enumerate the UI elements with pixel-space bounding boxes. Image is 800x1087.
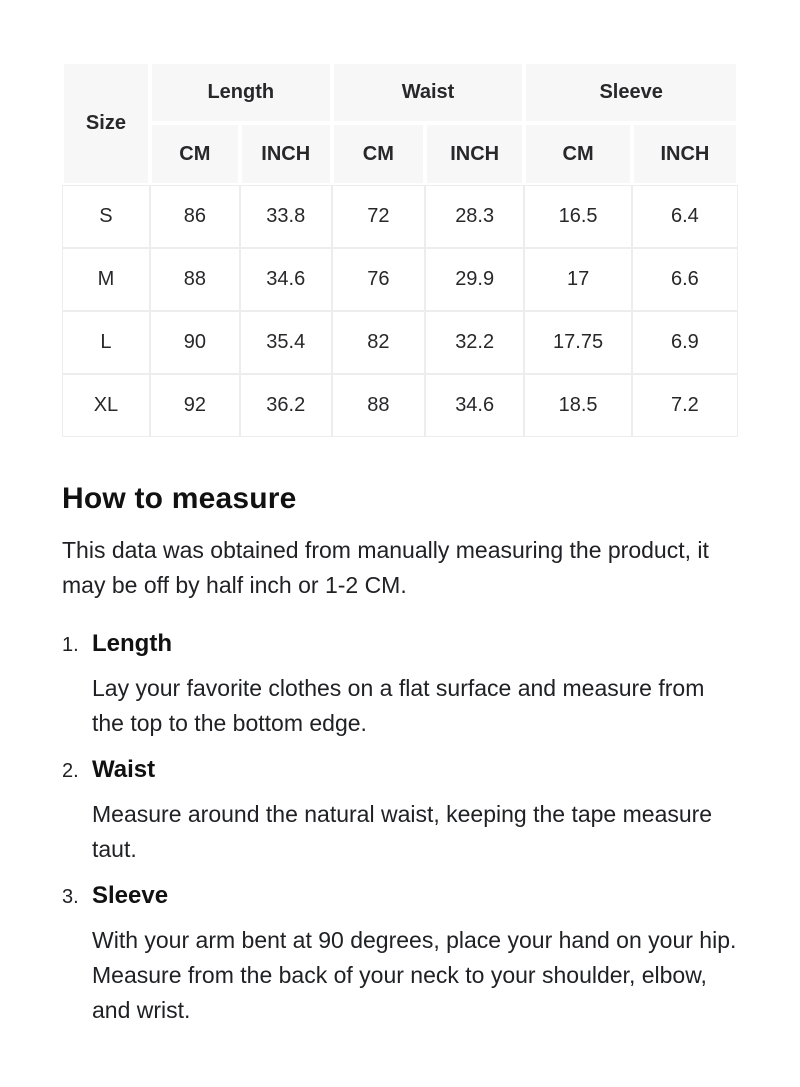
- cell-sleeve-inch: 6.4: [632, 185, 738, 248]
- cell-size: M: [62, 248, 150, 311]
- step-heading: [62, 881, 738, 911]
- step-description: With your arm bent at 90 degrees, place your hand on your hip. Measure from the back of your neck to your shoulder, elbow, and wrist.: [92, 927, 737, 1023]
- step-heading: [62, 755, 738, 785]
- cell-length-inch: 33.8: [240, 185, 332, 248]
- cell-waist-inch: 32.2: [425, 311, 524, 374]
- col-header-length: Length: [150, 62, 332, 123]
- list-item-length: [62, 629, 738, 741]
- unit-header-sleeve-cm: CM: [524, 123, 631, 185]
- cell-sleeve-cm: 17.75: [524, 311, 631, 374]
- measure-steps-list: [62, 629, 738, 1028]
- table-row-size-m: [62, 248, 738, 311]
- table-row-size-xl: [62, 374, 738, 437]
- step-term: Length: [92, 630, 172, 657]
- col-header-sleeve: Sleeve: [524, 62, 738, 123]
- size-chart-table: [62, 62, 738, 437]
- table-row-size-s: [62, 185, 738, 248]
- cell-length-cm: 92: [150, 374, 240, 437]
- cell-size: S: [62, 185, 150, 248]
- unit-header-sleeve-inch: INCH: [632, 123, 738, 185]
- unit-header-waist-cm: CM: [332, 123, 425, 185]
- col-header-waist: Waist: [332, 62, 525, 123]
- table-row-size-l: [62, 311, 738, 374]
- col-header-size: Size: [62, 62, 150, 185]
- cell-length-cm: 88: [150, 248, 240, 311]
- cell-sleeve-cm: 16.5: [524, 185, 631, 248]
- step-number: 1.: [62, 634, 79, 656]
- how-to-measure-heading: How to measure: [62, 482, 297, 515]
- cell-sleeve-cm: 17: [524, 248, 631, 311]
- cell-length-cm: 90: [150, 311, 240, 374]
- list-item-sleeve: [62, 881, 738, 1028]
- cell-size: XL: [62, 374, 150, 437]
- cell-waist-inch: 34.6: [425, 374, 524, 437]
- step-heading: [62, 629, 738, 659]
- cell-length-cm: 86: [150, 185, 240, 248]
- cell-waist-cm: 88: [332, 374, 425, 437]
- how-to-measure-intro: This data was obtained from manually measuring the product, it may be off by half inch or 1-2 CM.: [62, 537, 709, 598]
- cell-length-inch: 36.2: [240, 374, 332, 437]
- cell-size: L: [62, 311, 150, 374]
- step-description: Measure around the natural waist, keeping the tape measure taut.: [92, 801, 713, 862]
- cell-waist-cm: 72: [332, 185, 425, 248]
- cell-length-inch: 35.4: [240, 311, 332, 374]
- cell-waist-inch: 29.9: [425, 248, 524, 311]
- cell-sleeve-inch: 6.6: [632, 248, 738, 311]
- cell-sleeve-inch: 6.9: [632, 311, 738, 374]
- step-number: 2.: [62, 760, 79, 782]
- cell-sleeve-cm: 18.5: [524, 374, 631, 437]
- step-term: Waist: [92, 756, 156, 783]
- unit-header-length-inch: INCH: [240, 123, 332, 185]
- cell-waist-cm: 82: [332, 311, 425, 374]
- unit-header-length-cm: CM: [150, 123, 240, 185]
- cell-length-inch: 34.6: [240, 248, 332, 311]
- list-item-waist: [62, 755, 738, 867]
- cell-waist-inch: 28.3: [425, 185, 524, 248]
- cell-sleeve-inch: 7.2: [632, 374, 738, 437]
- unit-header-waist-inch: INCH: [425, 123, 524, 185]
- step-number: 3.: [62, 886, 79, 908]
- step-description: Lay your favorite clothes on a flat surface and measure from the top to the bottom edge.: [92, 675, 705, 736]
- step-term: Sleeve: [92, 882, 169, 909]
- cell-waist-cm: 76: [332, 248, 425, 311]
